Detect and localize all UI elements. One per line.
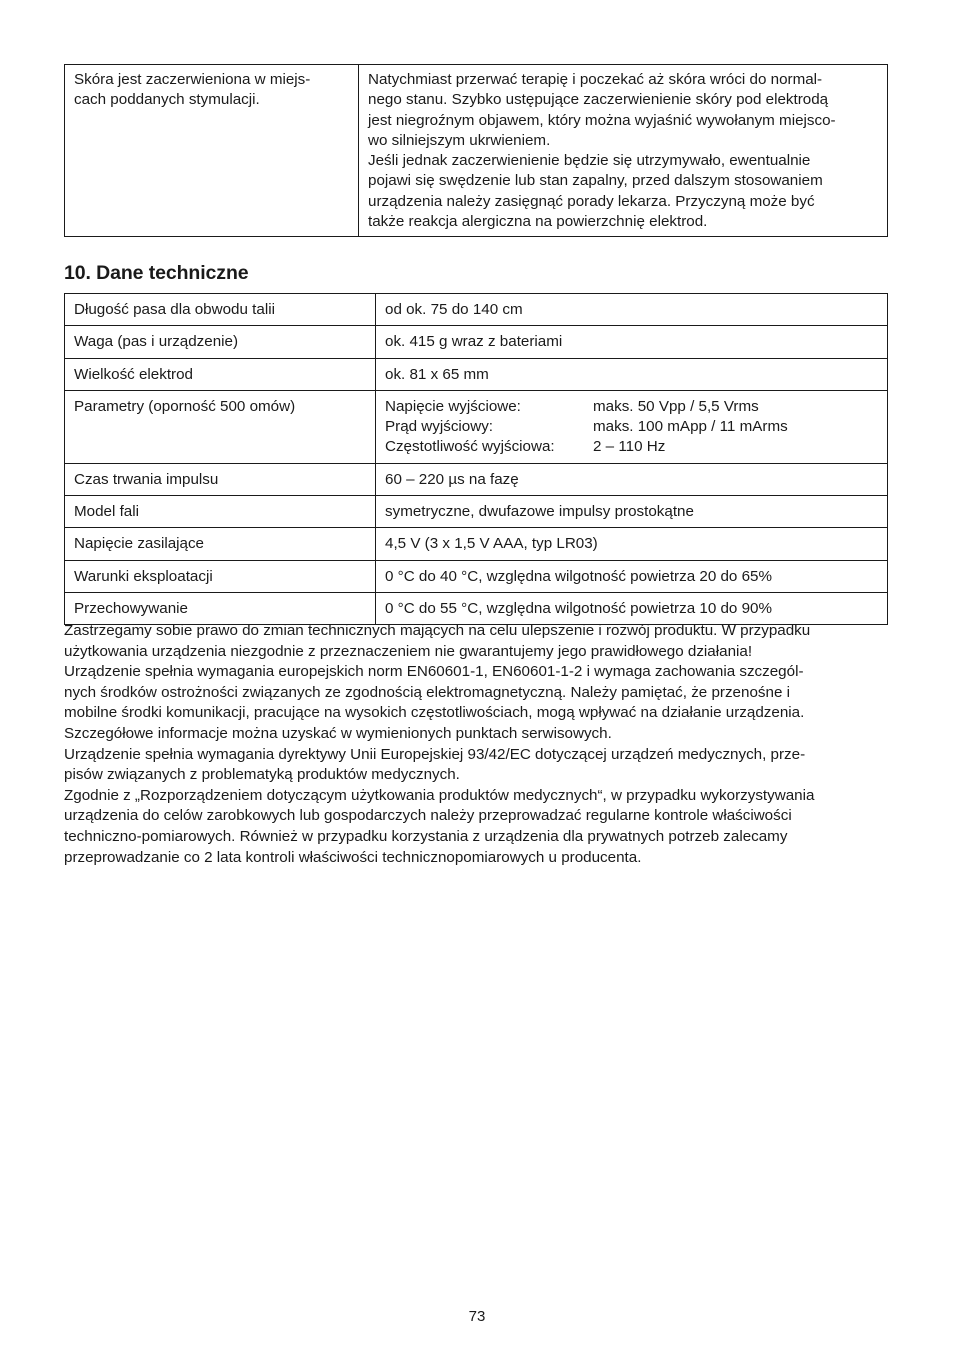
- table-row: [65, 358, 888, 390]
- param-value: maks. 100 mApp / 11 mArms: [593, 418, 788, 436]
- solution-cell: [359, 65, 888, 237]
- table-row: [65, 326, 888, 358]
- section-title: 10. Dane techniczne: [64, 262, 249, 284]
- table-row: [65, 463, 888, 495]
- note-line: przeprowadzanie co 2 lata kontroli właściwości technicznopomiarowych u producenta.: [64, 848, 642, 866]
- param-row: [385, 417, 878, 437]
- spec-value: od ok. 75 do 140 cm: [376, 294, 888, 326]
- table-row: [65, 65, 888, 237]
- spec-label: Wielkość elektrod: [65, 358, 376, 390]
- notes-text: [64, 621, 888, 868]
- spec-value: ok. 415 g wraz z bateriami: [376, 326, 888, 358]
- table-row: [65, 592, 888, 624]
- table-row: [65, 528, 888, 560]
- note-line: nych środków ostrożności związanych ze zgodnością elektromagnetyczną. Należy pamiętać, że przenośne i: [64, 683, 790, 701]
- table-row: [65, 390, 888, 463]
- solution-line: pojawi się swędzenie lub stan zapalny, przed dalszym stosowaniem: [368, 172, 823, 190]
- spec-label: Warunki eksploatacji: [65, 560, 376, 592]
- note-line: Urządzenie spełnia wymagania dyrektywy Unii Europejskiej 93/42/EC dotyczącej urządzeń medycznych, prze-: [64, 745, 806, 763]
- problem-cell: [65, 65, 359, 237]
- spec-value: symetryczne, dwufazowe impulsy prostokątne: [376, 496, 888, 528]
- note-line: Zastrzegamy sobie prawo do zmian technicznych mających na celu ulepszenie i rozwój produktu. W przypadku: [64, 622, 811, 639]
- param-row: [385, 397, 878, 417]
- note-line: urządzenia do celów zarobkowych lub gospodarczych należy przeprowadzać regularne kontrole właściwości: [64, 807, 792, 825]
- technical-data-table: [64, 293, 888, 625]
- spec-value: 0 °C do 40 °C, względna wilgotność powietrza 20 do 65%: [376, 560, 888, 592]
- solution-line: Jeśli jednak zaczerwienienie będzie się utrzymywało, ewentualnie: [368, 152, 811, 170]
- solution-line: wo silniejszym ukrwieniem.: [368, 131, 551, 149]
- solution-line: urządzenia należy zasięgnąć porady lekarza. Przyczyną może być: [368, 192, 815, 210]
- param-value: maks. 50 Vpp / 5,5 Vrms: [593, 397, 759, 415]
- page-content: [64, 64, 888, 866]
- note-line: użytkowania urządzenia niezgodnie z przeznaczeniem nie gwarantujemy jego prawidłowego działania!: [64, 642, 753, 660]
- spec-label: Waga (pas i urządzenie): [65, 326, 376, 358]
- table-row: [65, 294, 888, 326]
- spec-params: [376, 390, 888, 463]
- param-row: [385, 437, 878, 457]
- note-line: Urządzenie spełnia wymagania europejskich norm EN60601-1, EN60601-1-2 i wymaga zachowania szczegól-: [64, 663, 804, 681]
- solution-line: także reakcja alergiczna na powierzchnię elektrod.: [368, 213, 708, 231]
- spec-label: Napięcie zasilające: [65, 528, 376, 560]
- solution-line: Natychmiast przerwać terapię i poczekać aż skóra wróci do normal-: [368, 71, 823, 88]
- note-line: mobilne środki komunikacji, pracujące na wysokich częstotliwościach, mogą wpływać na działanie urządzenia.: [64, 704, 805, 722]
- spec-value: 0 °C do 55 °C, względna wilgotność powietrza 10 do 90%: [376, 592, 888, 624]
- spec-label: Długość pasa dla obwodu talii: [65, 294, 376, 326]
- param-name: Częstotliwość wyjściowa:: [385, 438, 555, 456]
- spec-value: 4,5 V (3 x 1,5 V AAA, typ LR03): [376, 528, 888, 560]
- spec-label: Model fali: [65, 496, 376, 528]
- param-name: Prąd wyjściowy:: [385, 418, 494, 436]
- param-name: Napięcie wyjściowe:: [385, 397, 521, 415]
- spec-value: ok. 81 x 65 mm: [376, 358, 888, 390]
- table-row: [65, 560, 888, 592]
- troubleshooting-table: [64, 64, 888, 237]
- spec-label: Przechowywanie: [65, 592, 376, 624]
- spec-label: Czas trwania impulsu: [65, 463, 376, 495]
- note-line: techniczno-pomiarowych. Również w przypadku korzystania z urządzenia dla prywatnych potrzeb zalecamy: [64, 827, 788, 845]
- param-value: 2 – 110 Hz: [593, 438, 666, 456]
- spec-value: 60 – 220 µs na fazę: [376, 463, 888, 495]
- spec-label: Parametry (oporność 500 omów): [65, 390, 376, 463]
- table-row: [65, 496, 888, 528]
- solution-line: jest niegroźnym objawem, który można wyjaśnić wywołanym miejsco-: [368, 111, 836, 129]
- page-number: 73: [468, 1308, 486, 1325]
- solution-line: nego stanu. Szybko ustępujące zaczerwienienie skóry pod elektrodą: [368, 91, 829, 109]
- note-line: Szczegółowe informacje można uzyskać w wymienionych punktach serwisowych.: [64, 724, 612, 742]
- note-line: pisów związanych z problematyką produktów medycznych.: [64, 766, 460, 784]
- note-line: Zgodnie z „Rozporządzeniem dotyczącym użytkowania produktów medycznych“, w przypadku wykorzystywania: [64, 786, 815, 804]
- problem-text: Skóra jest zaczerwieniona w miejs- cach poddanych stymulacji.: [74, 71, 311, 109]
